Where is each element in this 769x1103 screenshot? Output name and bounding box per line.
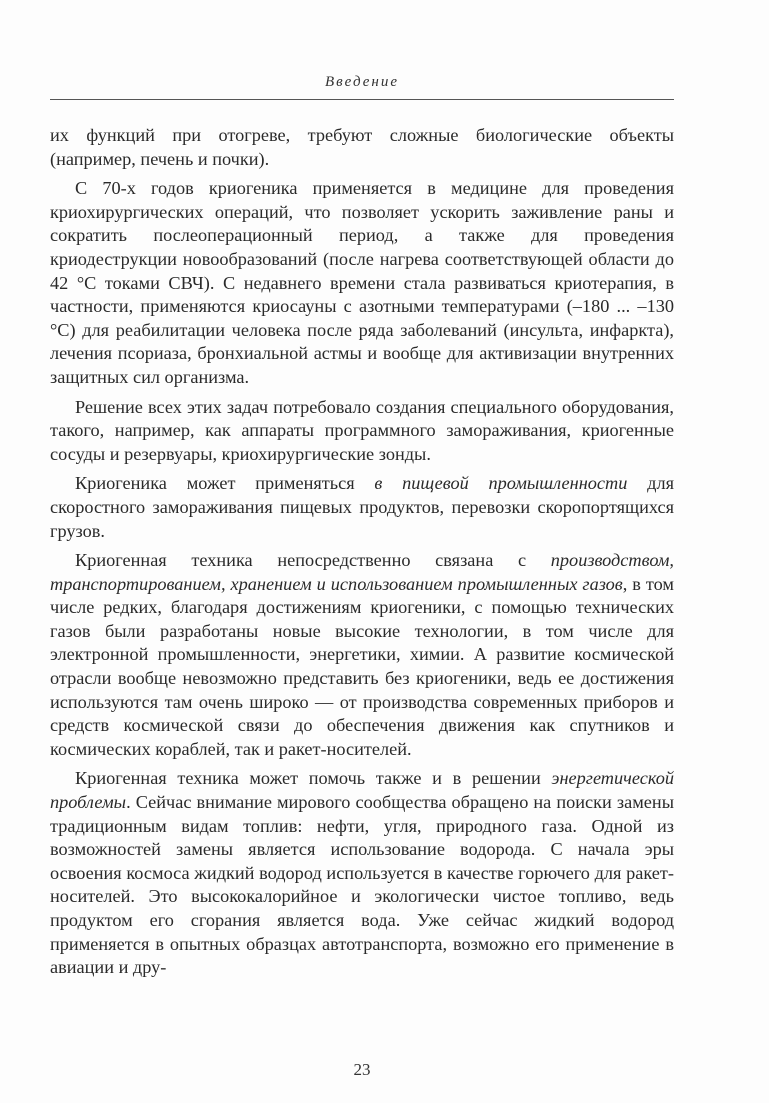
text-segment: Криогенная техника может помочь также и в решении <box>75 768 552 789</box>
paragraph <box>50 549 674 761</box>
text-segment: их функций при отогреве, требуют сложные биологические объекты (например, печень и почки). <box>50 125 674 169</box>
emphasis-text: энергетической проблемы <box>50 768 674 813</box>
text-segment: , в том числе редких, благодаря достижениям криогеники, с помощью технических газов были разработаны новые высокие технологии, в том числе для электронной промышленности, энергетики, химии. А развитие космической отрасли вообще невозможно представить без криогеники, ведь ее достижения используются там очень широко — от производства современных приборов и средств космической связи до обеспечения движения как спутников и космических кораблей, так и ракет-носителей. <box>50 573 675 759</box>
emphasis-text: производством, транспортированием, хранением и использованием промышленных газов <box>50 550 674 594</box>
header-rule <box>50 99 674 100</box>
body-text <box>50 124 674 986</box>
paragraph <box>50 767 674 979</box>
text-segment: . Сейчас внимание мирового сообщества обращено на поиски замены традиционным видам топлив: нефти, угля, природного газа. Одной из возможностей замены является использование водорода. С начала эры освоения космоса жидкий водород используется в качестве горючего для ракет-носителей. Это высококалорийное и экологически чистое топливо, ведь продуктом его сгорания является вода. Уже сейчас жидкий водород применяется в опытных образцах автотранспорта, возможно его применение в авиации и дру- <box>50 792 674 978</box>
running-head: Введение <box>325 74 399 90</box>
text-segment: для скоростного замораживания пищевых продуктов, перевозки скоропортящихся грузов. <box>50 473 674 541</box>
paragraph <box>50 177 674 389</box>
paragraph <box>50 396 674 467</box>
paragraph <box>50 124 674 171</box>
text-segment: Криогеника может применяться <box>75 473 375 494</box>
page-number: 23 <box>353 1060 371 1079</box>
text-segment: Решение всех этих задач потребовало создания специального оборудования, такого, например, как аппараты программного замораживания, криогенные сосуды и резервуары, криохирургические зонды. <box>50 396 674 464</box>
emphasis-text: в пищевой промышленности <box>374 473 628 494</box>
paragraph <box>50 472 674 543</box>
text-segment: С 70-х годов криогеника применяется в медицине для проведения криохирургических операций, что позволяет ускорить заживление раны и сократить послеоперационный период, а также для проведения криодеструкции новообразований (после нагрева соответствующей области до 42 °С токами СВЧ). С недавнего времени стала развиваться криотерапия, в частности, применяются криосауны с азотными температурами (–180 ... –130 °С) для реабилитации человека после ряда заболеваний (инсульта, инфаркта), лечения псориаза, бронхиальной астмы и вообще для активизации внутренних защитных сил организма. <box>50 178 674 387</box>
text-segment: Криогенная техника непосредственно связана с <box>75 550 551 571</box>
